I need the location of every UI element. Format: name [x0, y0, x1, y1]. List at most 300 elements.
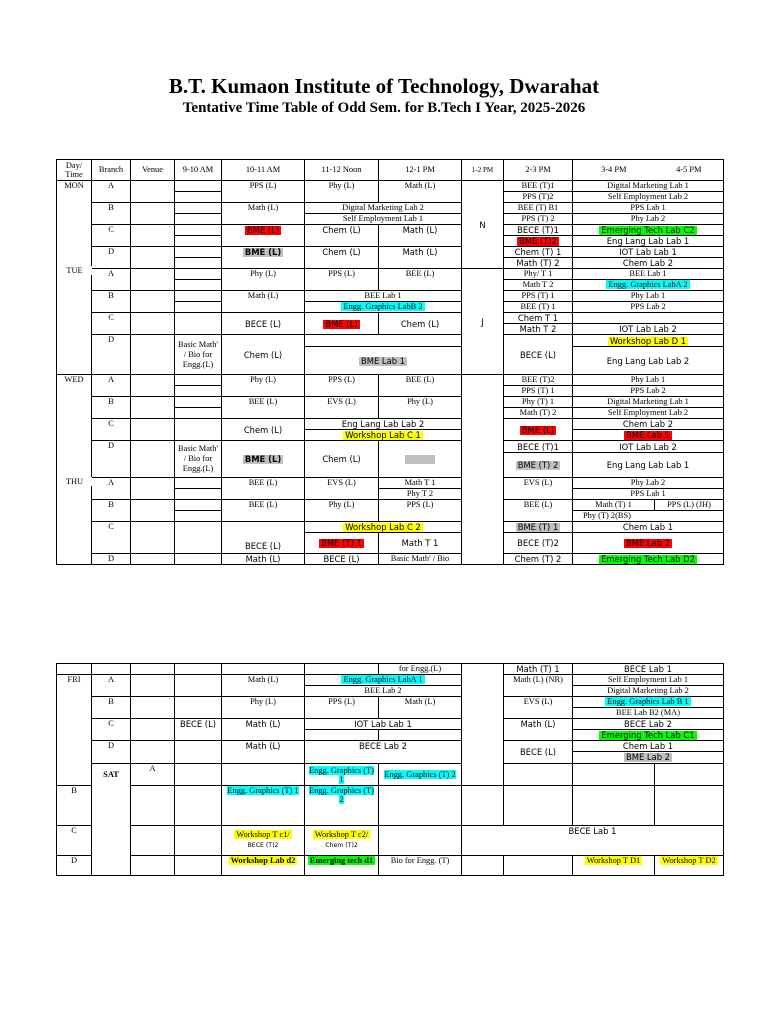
cell: Chem Lab 1: [573, 522, 724, 533]
cell: BECE Lab 2: [305, 741, 462, 764]
header-4-5: 4-5 PM: [655, 160, 724, 181]
branch: A: [92, 375, 131, 397]
branch: C: [92, 719, 131, 741]
cell-text: BME (T) 2: [517, 460, 559, 470]
cell-text: BME (T)2: [519, 236, 557, 246]
header-3-4: 3-4 PM: [573, 160, 655, 181]
table-row: [57, 500, 724, 511]
cell: Math T 1: [379, 478, 462, 489]
cell-text: BME L: [407, 454, 433, 464]
table-row: [57, 741, 724, 764]
cell-text: Engg. Graphics (T) 1: [309, 765, 374, 784]
cell-text: BME (L): [325, 318, 358, 329]
cell-text: Engg. Graphics Lab B 1: [607, 697, 689, 706]
day-wed: WED: [57, 375, 92, 565]
lunch-cell: [462, 181, 504, 269]
cell: Phy (T) 1: [504, 397, 573, 408]
cell: Math T 2: [504, 280, 573, 291]
cell: [305, 786, 379, 826]
branch: A: [92, 675, 131, 697]
cell: Math (L): [379, 247, 462, 269]
cell: Math (L): [222, 291, 305, 313]
cell-text: Workshop T D1: [586, 856, 641, 865]
empty-cell: [175, 280, 222, 291]
venue-cell: [131, 313, 175, 335]
mon-thu-timetable: [56, 159, 724, 565]
cell: [222, 826, 305, 856]
venue-cell: [131, 478, 175, 500]
empty-cell: [175, 247, 222, 258]
cell: [305, 522, 462, 533]
table-row: [57, 181, 724, 192]
branch: D: [92, 247, 131, 269]
cell-text: BECE (T)2: [247, 842, 279, 849]
cell: BECE (L): [175, 719, 222, 741]
cell-text: Workshop Lab D 1: [609, 335, 687, 346]
cell: [305, 533, 379, 554]
branch: B: [57, 786, 92, 826]
cell: Phy (L): [222, 697, 305, 719]
cell: BECE Lab 1: [462, 826, 724, 856]
table-row: [57, 719, 724, 730]
cell: Math (L): [379, 697, 462, 719]
empty-cell: [175, 786, 222, 826]
cell: Phy Lab 2: [573, 478, 724, 489]
cell: PPS (T) 1: [504, 386, 573, 397]
cell: Chem Lab 2: [573, 419, 724, 430]
cell: Phy (L): [222, 375, 305, 397]
cell: Eng Lang Lab Lab 1: [573, 236, 724, 247]
branch: C: [92, 313, 131, 335]
cell: [504, 236, 573, 247]
cell-text: Emerging Tech Lab C2: [601, 225, 695, 235]
cell: Self Employment Lab 1: [305, 214, 462, 225]
cell: BEE Lab 1: [573, 269, 724, 280]
cell: BEE (L): [222, 500, 305, 522]
cell-text-2: [573, 752, 723, 763]
cell: BECE (L): [305, 554, 379, 565]
institute-title: B.T. Kumaon Institute of Technology, Dwarahat: [168, 74, 600, 98]
cell: PPS (L): [305, 697, 379, 719]
header-12-1: 12-1 PM: [379, 160, 462, 181]
venue-cell: [131, 741, 175, 764]
cell-text: Engg. Graphics LabA 1: [343, 675, 423, 684]
empty-cell: [175, 826, 222, 856]
cell: [573, 856, 655, 876]
cell: BECE Lab 2: [573, 719, 724, 730]
cell: [573, 280, 724, 291]
empty-cell: [175, 511, 222, 522]
cell: BEE (L): [379, 269, 462, 291]
cell: Basic Math' / Bio for Engg.(L): [175, 335, 222, 375]
table-row: [57, 375, 724, 386]
table-row: [57, 225, 724, 236]
header-11-12: 11-12 Noon: [305, 160, 379, 181]
cell: [305, 826, 379, 856]
cell: [573, 335, 724, 347]
empty-cell: [175, 375, 222, 386]
header-row: [57, 160, 724, 181]
cell: IOT Lab Lab 2: [573, 441, 724, 453]
empty-cell: [175, 500, 222, 511]
empty-cell: [573, 764, 655, 786]
cell: BEE Lab 1: [305, 291, 462, 302]
venue-cell: [131, 786, 175, 826]
cell: Chem (L): [379, 313, 462, 335]
empty-cell: [175, 313, 222, 335]
branch: A: [92, 181, 131, 203]
venue-cell: [131, 554, 175, 565]
empty-cell: [175, 192, 222, 203]
empty-cell: [175, 664, 222, 675]
cell: BEE (T)2: [504, 375, 573, 386]
venue-cell: [131, 719, 175, 741]
empty-cell: [175, 225, 222, 236]
empty-cell: [175, 291, 222, 302]
cell: Digital Marketing Lab 2: [573, 686, 724, 697]
cell: PPS Lab 2: [573, 302, 724, 313]
branch: D: [92, 741, 131, 764]
cell: [573, 741, 724, 764]
cell-text: BME (L): [521, 424, 555, 435]
empty-cell: [462, 856, 504, 876]
empty-cell: [57, 664, 92, 675]
cell: IOT Lab Lab 1: [573, 247, 724, 258]
branch: A: [131, 764, 175, 786]
branch: C: [92, 419, 131, 441]
cell: Math (L): [222, 675, 305, 697]
cell: BECE (T)2: [504, 533, 573, 554]
header-day-time: Day/ Time: [57, 160, 92, 181]
cell: PPS (T)2: [504, 192, 573, 203]
venue-cell: [131, 291, 175, 313]
table-row: [57, 554, 724, 565]
empty-cell: [175, 258, 222, 269]
cell-text: Workshop T D2: [662, 856, 716, 865]
header-10-11: 10-11 AM: [222, 160, 305, 181]
cell: Math T 1: [379, 533, 462, 554]
table-row: [57, 203, 724, 214]
cell-text: Workshop T c1/: [236, 830, 290, 839]
table-row: [57, 664, 724, 675]
cell: IOT Lab Lab 2: [573, 324, 724, 335]
cell: [305, 347, 462, 375]
branch: B: [92, 397, 131, 419]
cell: PPS (T) 1: [504, 291, 573, 302]
cell-text: Engg. Graphics (T) 1: [227, 786, 299, 795]
cell: [573, 533, 724, 554]
empty-cell: [175, 214, 222, 225]
cell: PPS (T) 2: [504, 214, 573, 225]
cell-text: Workshop Lab C 1: [345, 430, 421, 440]
cell: PPS (L): [305, 375, 379, 397]
empty-cell: [379, 826, 462, 856]
empty-cell: [175, 554, 222, 565]
cell: Math T 2: [504, 324, 573, 335]
empty-cell: [655, 786, 724, 826]
header-9-10: 9-10 AM: [175, 160, 222, 181]
cell: Math (L): [504, 719, 573, 741]
cell: BECE (L): [222, 522, 305, 554]
cell: [573, 697, 724, 708]
cell-text: BME Lab 1: [625, 430, 671, 440]
cell: [504, 453, 573, 478]
empty-cell: [655, 764, 724, 786]
cell: Math (L): [222, 741, 305, 764]
cell: Math (L): [222, 719, 305, 741]
venue-cell: [175, 764, 222, 786]
empty-cell: [305, 335, 462, 347]
empty-cell: [504, 786, 573, 826]
table-row: [57, 675, 724, 686]
lunch-letter: J: [481, 316, 484, 327]
cell: EVS (L): [504, 697, 573, 719]
branch: D: [92, 441, 131, 478]
branch: A: [92, 269, 131, 291]
cell: BEE (T) 1: [504, 302, 573, 313]
cell: BEE (T) B1: [504, 203, 573, 214]
cell-text: BME Lab 2: [625, 538, 671, 548]
venue-cell: [131, 419, 175, 441]
empty-cell: [573, 313, 724, 324]
cell: Chem (L): [222, 335, 305, 375]
cell-text: Engg. Graphics (T) 2: [309, 786, 374, 804]
empty-cell: [175, 741, 222, 764]
cell-text: Engg. Graphics LabA 2: [608, 280, 688, 289]
venue-cell: [131, 826, 175, 856]
cell: for Engg.(L): [379, 664, 462, 675]
cell: Self Employment Lab 2: [573, 192, 724, 203]
cell: Chem (L): [305, 225, 379, 247]
cell: [305, 430, 462, 441]
cell: [222, 856, 305, 876]
cell: PPS Lab 2: [573, 386, 724, 397]
empty-cell: [175, 203, 222, 214]
cell: [573, 430, 724, 441]
branch: C: [57, 826, 92, 856]
empty-cell: [175, 489, 222, 500]
cell: BEE Lab 2: [305, 686, 462, 697]
cell-text: BME (L): [244, 247, 282, 257]
cell: Digital Marketing Lab 2: [305, 203, 462, 214]
cell: Basic Math' / Bio: [379, 554, 462, 565]
table-row: [57, 697, 724, 708]
cell: EVS (L): [305, 478, 379, 500]
empty-cell: [131, 664, 175, 675]
cell: Eng Lang Lab Lab 2: [305, 419, 462, 430]
lunch-cell: [462, 664, 504, 786]
empty-cell: [222, 764, 305, 786]
cell: PPS (L): [379, 500, 462, 522]
cell: Phy/ T 1: [504, 269, 573, 280]
empty-cell: [175, 675, 222, 697]
empty-cell: [175, 408, 222, 419]
cell: Phy (T) 2(BS): [573, 511, 724, 522]
empty-cell: [222, 664, 305, 675]
empty-cell: [462, 786, 504, 826]
cell: Phy (L): [379, 397, 462, 419]
cell: PPS (L): [305, 269, 379, 291]
timetable-subtitle: Tentative Time Table of Odd Sem. for B.Tech I Year, 2025-2026: [182, 100, 586, 116]
cell-text: Emerging Tech Lab C1: [601, 730, 695, 740]
cell: Math (L) (NR): [504, 675, 573, 697]
table-row: [57, 313, 724, 324]
table-row: [57, 441, 724, 453]
table-row: [57, 522, 724, 533]
empty-cell: [175, 397, 222, 408]
empty-cell: [175, 181, 222, 192]
day-sat: SAT: [92, 764, 131, 876]
day-fri: FRI: [57, 675, 92, 786]
table-row: [57, 397, 724, 408]
empty-cell: [175, 302, 222, 313]
empty-cell: [175, 386, 222, 397]
cell: Math (L): [379, 225, 462, 247]
lunch-cell: [462, 269, 504, 375]
venue-cell: [131, 225, 175, 247]
cell: BEE (T)1: [504, 181, 573, 192]
cell: [305, 302, 462, 313]
cell: Phy (L): [305, 181, 379, 203]
cell: PPS Lab 1: [573, 489, 724, 500]
table-row: [57, 478, 724, 489]
cell: [222, 441, 305, 478]
cell-text: Chem (T)2: [325, 842, 358, 849]
cell: Chem (T) 2: [504, 554, 573, 565]
cell: Phy Lab 1: [573, 375, 724, 386]
cell: [504, 522, 573, 533]
cell: Math (T) 2: [504, 408, 573, 419]
cell: Math (T) 1: [504, 664, 573, 675]
cell: Math (L): [379, 181, 462, 203]
cell: BEE (L): [379, 375, 462, 397]
cell-text: Engg. Graphics (T) 2: [384, 770, 456, 779]
cell: BECE (L): [504, 335, 573, 375]
cell: Basic Math' / Bio for Engg.(L): [175, 441, 222, 478]
cell-text: Emerging Tech Lab D2: [601, 554, 695, 564]
cell: Chem (T) 1: [504, 247, 573, 258]
venue-cell: [131, 500, 175, 522]
cell: Bio for Engg. (T): [379, 856, 462, 876]
cell-text: BME Lab 2: [625, 752, 671, 762]
cell: PPS (L): [222, 181, 305, 203]
cell: Math (L): [222, 203, 305, 225]
day-tue: TUE: [57, 266, 92, 275]
cell: BECE (T)1: [504, 225, 573, 236]
empty-cell: [504, 856, 573, 876]
venue-cell: [131, 269, 175, 291]
branch: A: [92, 478, 131, 500]
cell-text: BME (L): [246, 225, 280, 235]
empty-cell: [92, 664, 131, 675]
cell: [222, 225, 305, 247]
cell: [504, 419, 573, 441]
cell: BEE (L): [222, 397, 305, 419]
lunch-letter: N: [479, 219, 486, 230]
day-thu: THU: [57, 477, 92, 486]
cell: [379, 441, 462, 478]
cell: BEE (L): [222, 478, 305, 500]
venue-cell: [131, 247, 175, 269]
cell: [222, 786, 305, 826]
cell: Chem Lab 2: [573, 258, 724, 269]
empty-cell: [305, 730, 379, 741]
cell: EVS (L): [305, 397, 379, 419]
cell: Eng Lang Lab Lab 1: [573, 453, 724, 478]
cell: Math (T) 1: [573, 500, 655, 511]
cell-text: Chem Lab 1: [573, 741, 723, 752]
cell: Eng Lang Lab Lab 2: [573, 347, 724, 375]
empty-cell: [175, 236, 222, 247]
cell: [305, 675, 462, 686]
table-row: [57, 826, 724, 856]
branch: B: [92, 203, 131, 225]
lunch-cell: [462, 375, 504, 565]
branch: D: [57, 856, 92, 876]
cell: Self Employment Lab 2: [573, 408, 724, 419]
empty-cell: [175, 856, 222, 876]
cell: BECE (L): [504, 741, 573, 764]
cell-text: Workshop Lab d2: [230, 856, 296, 865]
header-branch: Branch: [92, 160, 131, 181]
cell-text: Workshop Lab C 2: [345, 522, 421, 532]
venue-cell: [131, 181, 175, 203]
cell: Phy (L): [222, 269, 305, 291]
cell: BEE Lab B2 (MA): [573, 708, 724, 719]
cell: BECE (T)1: [504, 441, 573, 453]
cell: Chem T 1: [504, 313, 573, 324]
cell-text: BME Lab 1: [360, 355, 406, 366]
cell: IOT Lab Lab 1: [305, 719, 462, 730]
header-1-2: 1-2 PM: [462, 160, 504, 181]
table-row: [57, 291, 724, 302]
table-row: [57, 335, 724, 347]
branch: B: [92, 697, 131, 719]
cell: [573, 730, 724, 741]
empty-cell: [175, 478, 222, 489]
table-row: [57, 247, 724, 258]
cell-text: Engg. Graphics LabB 2: [343, 302, 423, 311]
empty-cell: [573, 786, 655, 826]
branch: C: [92, 225, 131, 247]
branch: B: [92, 500, 131, 522]
cell: Math (L): [222, 554, 305, 565]
cell: Chem (L): [305, 441, 379, 478]
cell: Self Employment Lab 1: [573, 675, 724, 686]
cell-text: BME (L): [244, 454, 282, 464]
branch: B: [92, 291, 131, 313]
cell: BEE (L): [504, 500, 573, 522]
venue-cell: [131, 675, 175, 697]
empty-cell: [175, 522, 222, 554]
venue-cell: [131, 441, 175, 478]
cell: [305, 764, 379, 786]
cell: Phy Lab 2: [573, 214, 724, 225]
empty-cell: [175, 269, 222, 280]
venue-cell: [131, 203, 175, 225]
cell: EVS (L): [504, 478, 573, 500]
branch: D: [92, 335, 131, 375]
cell: Phy T 2: [379, 489, 462, 500]
venue-cell: [131, 522, 175, 554]
branch: C: [92, 522, 131, 554]
cell: Math (T) 2: [504, 258, 573, 269]
venue-cell: [131, 856, 175, 876]
empty-cell: [379, 730, 462, 741]
empty-cell: [504, 764, 573, 786]
cell: Digital Marketing Lab 1: [573, 181, 724, 192]
table-row: [57, 764, 724, 786]
